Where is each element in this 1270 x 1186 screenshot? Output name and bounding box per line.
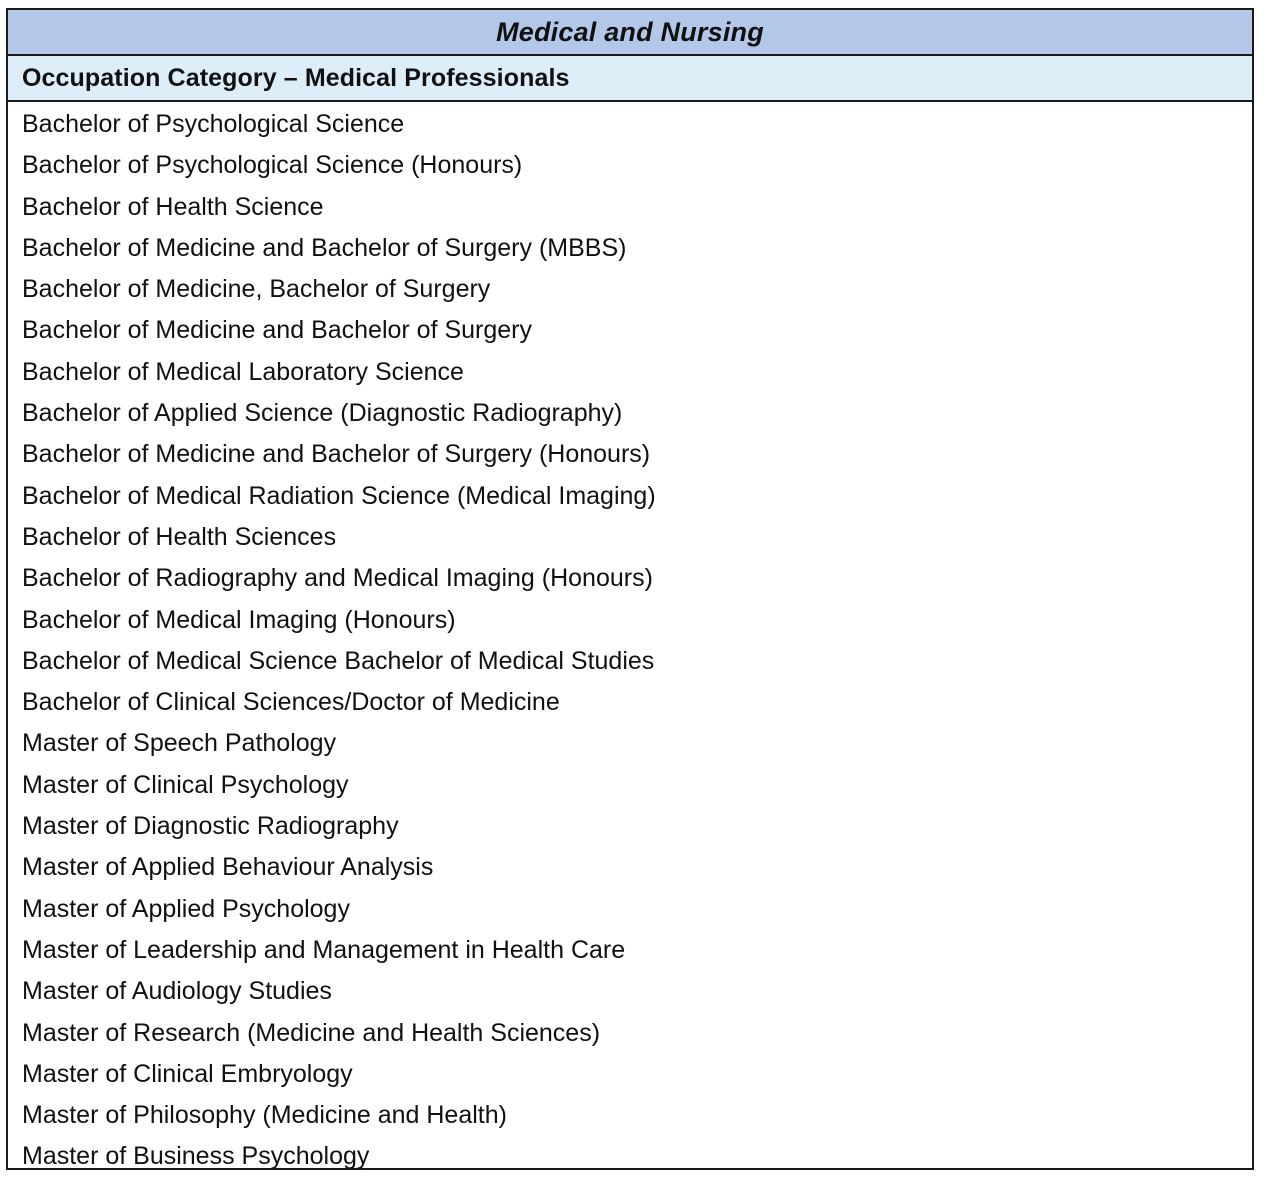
list-item: Bachelor of Clinical Sciences/Doctor of Medicine (22, 688, 560, 717)
list-item: Bachelor of Radiography and Medical Imaging (Honours) (22, 564, 653, 593)
list-item: Bachelor of Medical Laboratory Science (22, 357, 464, 386)
list-item: Bachelor of Psychological Science (22, 110, 405, 138)
degree-table (6, 8, 1254, 1170)
list-item: Bachelor of Psychological Science (Honours) (22, 151, 523, 180)
list-item: Master of Clinical Psychology (22, 770, 349, 799)
list-item: Bachelor of Medical Radiation Science (Medical Imaging) (22, 481, 656, 510)
list-item: Master of Leadership and Management in Health Care (22, 935, 626, 964)
list-item: Master of Applied Psychology (22, 894, 350, 923)
list-item: Master of Speech Pathology (22, 729, 337, 758)
list-item: Bachelor of Medicine, Bachelor of Surgery (22, 275, 491, 304)
list-item: Bachelor of Health Science (22, 192, 324, 221)
list-item: Master of Applied Behaviour Analysis (22, 853, 434, 882)
list-item: Master of Diagnostic Radiography (22, 812, 399, 841)
list-item: Bachelor of Medicine and Bachelor of Surgery (MBBS) (22, 233, 627, 262)
list-item: Bachelor of Medical Science Bachelor of Medical Studies (22, 646, 655, 675)
list-item: Master of Research (Medicine and Health Sciences) (22, 1018, 601, 1047)
table-title: Medical and Nursing (8, 10, 1252, 56)
list-item: Master of Audiology Studies (22, 977, 332, 1006)
category-header: Occupation Category – Medical Professionals (8, 56, 1252, 102)
list-item: Bachelor of Health Sciences (22, 522, 337, 551)
list-item: Bachelor of Medicine and Bachelor of Surgery (Honours) (22, 440, 651, 469)
list-item: Master of Clinical Embryology (22, 1059, 353, 1088)
degree-list (8, 102, 1252, 1178)
list-item: Bachelor of Medical Imaging (Honours) (22, 605, 456, 634)
list-item: Bachelor of Applied Science (Diagnostic Radiography) (22, 399, 623, 428)
list-item: Bachelor of Medicine and Bachelor of Surgery (22, 316, 533, 345)
list-item: Master of Business Psychology (22, 1142, 370, 1171)
list-item: Master of Philosophy (Medicine and Health) (22, 1101, 507, 1130)
